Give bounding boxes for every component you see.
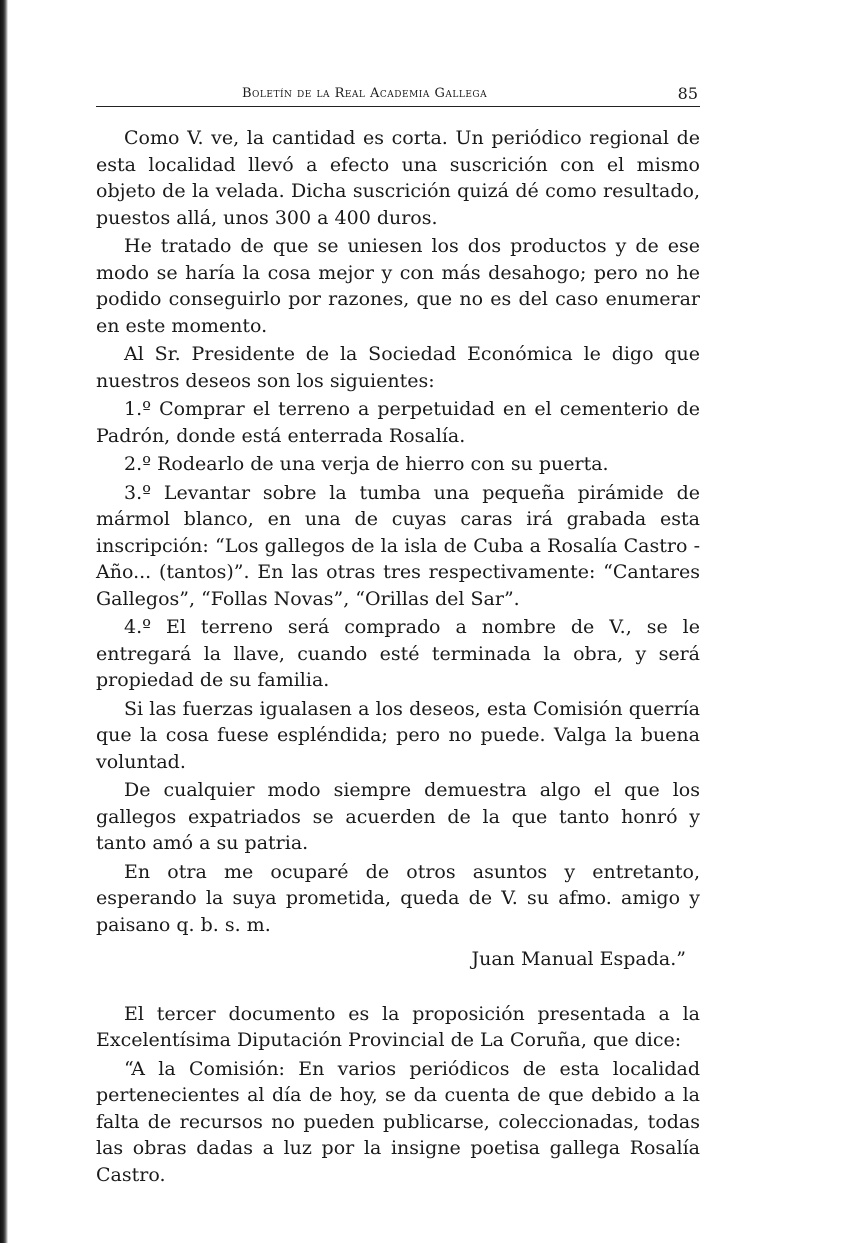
running-title: Boletín de la Real Academia Gallega bbox=[242, 86, 488, 101]
signature-block bbox=[96, 946, 700, 973]
paragraph: Como V. ve, la cantidad es corta. Un periódico regional de esta localidad llevó a efecto una suscrición con el mismo objeto de la velada. Dicha suscrición quizá dé como resultado, puestos allá, unos 300 a 400 duros. bbox=[96, 127, 700, 229]
paragraph: El tercer documento es la proposición presentada a la Excelentísima Diputación Provincial de La Coruña, que dice: bbox=[96, 1002, 700, 1051]
list-item: 4.º El terreno será comprado a nombre de V., se le entregará la llave, cuando esté terminada la obra, y será propiedad de su familia. bbox=[96, 616, 700, 691]
scan-binding-edge bbox=[0, 0, 8, 1243]
list-item: 3.º Levantar sobre la tumba una pequeña pirámide de mármol blanco, en una de cuyas caras irá grabada esta inscripción: “Los gallegos de la isla de Cuba a Rosalía Castro - Año... (tantos)”. En las otras tres respectivamente: “Cantares Gallegos”, “Follas Novas”, “Orillas del Sar”. bbox=[96, 481, 700, 610]
paragraph: Al Sr. Presidente de la Sociedad Económica le digo que nuestros deseos son los siguientes: bbox=[96, 343, 700, 392]
paragraph: De cualquier modo siempre demuestra algo el que los gallegos expatriados se acuerden de la que tanto honró y tanto amó a su patria. bbox=[96, 779, 700, 854]
paragraph: He tratado de que se uniesen los dos productos y de ese modo se haría la cosa mejor y con más desahogo; pero no he podido conseguirlo por razones, que no es del caso enumerar en este momento. bbox=[96, 235, 700, 337]
page-number: 85 bbox=[677, 84, 698, 103]
section-gap bbox=[96, 973, 700, 1001]
page bbox=[96, 80, 700, 1188]
paragraph: Si las fuerzas igualasen a los deseos, esta Comisión querría que la cosa fuese espléndida; pero no puede. Valga la buena voluntad. bbox=[96, 697, 700, 773]
signature: Juan Manual Espada.” bbox=[471, 948, 686, 970]
paragraph: “A la Comisión: En varios periódicos de esta localidad pertenecientes al día de hoy, se da cuenta de que debido a la falta de recursos no pueden publicarse, coleccionadas, todas las obras dadas a luz por la insigne poetisa gallega Rosalía Castro. bbox=[96, 1057, 700, 1186]
paragraph: En otra me ocuparé de otros asuntos y entretanto, esperando la suya prometida, queda de V. su afmo. amigo y paisano q. b. s. m. bbox=[96, 860, 700, 936]
list-item: 2.º Rodearlo de una verja de hierro con su puerta. bbox=[124, 453, 609, 475]
list-item: 1.º Comprar el terreno a perpetuidad en el cementerio de Padrón, donde está enterrada Rosalía. bbox=[96, 398, 700, 447]
letter-body bbox=[96, 125, 700, 1188]
running-header bbox=[96, 80, 700, 107]
